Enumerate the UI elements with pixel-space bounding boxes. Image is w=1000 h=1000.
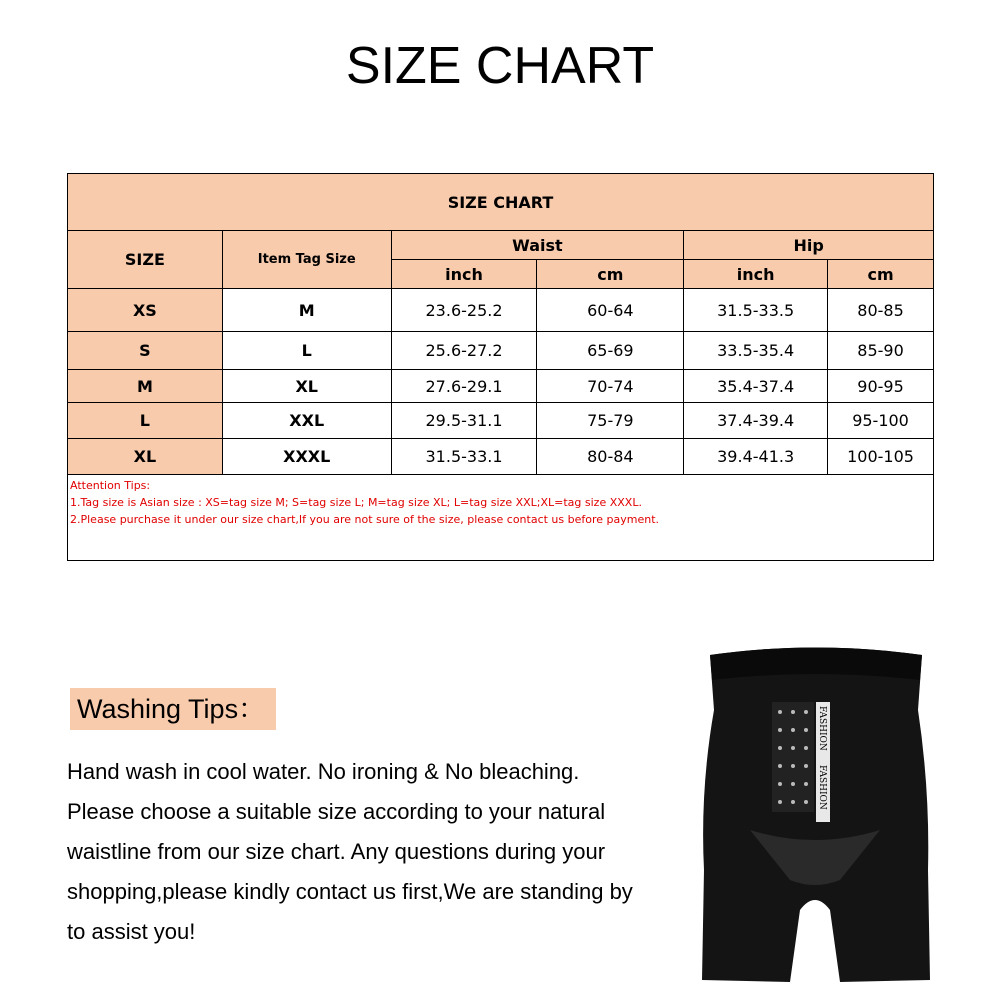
- table-row: [68, 403, 934, 439]
- cell-hip-cm: 100-105: [828, 439, 934, 475]
- header-hip-cm: cm: [828, 260, 934, 289]
- table-caption: SIZE CHART: [68, 174, 934, 231]
- cell-waist-inch: 23.6-25.2: [391, 289, 537, 332]
- size-chart-table: [67, 173, 934, 561]
- cell-waist-cm: 75-79: [537, 403, 684, 439]
- header-hip: Hip: [684, 231, 934, 260]
- cell-size: S: [68, 332, 223, 370]
- table-row: [68, 439, 934, 475]
- cell-waist-cm: 80-84: [537, 439, 684, 475]
- cell-size: XL: [68, 439, 223, 475]
- cell-waist-inch: 29.5-31.1: [391, 403, 537, 439]
- cell-size: M: [68, 370, 223, 403]
- header-tag-size: Item Tag Size: [222, 231, 391, 289]
- cell-tag-size: XXXL: [222, 439, 391, 475]
- cell-size: L: [68, 403, 223, 439]
- header-waist: Waist: [391, 231, 684, 260]
- cell-hip-cm: 95-100: [828, 403, 934, 439]
- cell-waist-cm: 65-69: [537, 332, 684, 370]
- cell-hip-cm: 80-85: [828, 289, 934, 332]
- washing-tips-text: Hand wash in cool water. No ironing & No bleaching. Please choose a suitable size according to your natural waistline from our size chart. Any questions during your shopping,please kindly contact us first,We are standing by to assist you!: [67, 759, 633, 944]
- cell-hip-inch: 37.4-39.4: [684, 403, 828, 439]
- cell-waist-cm: 60-64: [537, 289, 684, 332]
- cell-hip-inch: 33.5-35.4: [684, 332, 828, 370]
- cell-size: XS: [68, 289, 223, 332]
- tip-1: 1.Tag size is Asian size : XS=tag size M; S=tag size L; M=tag size XL; L=tag size XXL;XL=tag size XXXL.: [70, 496, 642, 509]
- cell-waist-inch: 25.6-27.2: [391, 332, 537, 370]
- tip-2: 2.Please purchase it under our size chart,If you are not sure of the size, please contact us before payment.: [70, 513, 660, 526]
- cell-hip-inch: 35.4-37.4: [684, 370, 828, 403]
- cell-waist-inch: 27.6-29.1: [391, 370, 537, 403]
- header-hip-inch: inch: [684, 260, 828, 289]
- cell-hip-inch: 39.4-41.3: [684, 439, 828, 475]
- cell-tag-size: XXL: [222, 403, 391, 439]
- cell-waist-inch: 31.5-33.1: [391, 439, 537, 475]
- cell-hip-cm: 90-95: [828, 370, 934, 403]
- tips-title: Attention Tips:: [70, 479, 151, 492]
- cell-waist-cm: 70-74: [537, 370, 684, 403]
- washing-tips-heading: Washing Tips：: [70, 688, 276, 730]
- fashion-label-2: FASHION: [817, 765, 827, 810]
- cell-hip-cm: 85-90: [828, 332, 934, 370]
- header-size: SIZE: [68, 231, 223, 289]
- cell-tag-size: XL: [222, 370, 391, 403]
- cell-tag-size: M: [222, 289, 391, 332]
- table-row: [68, 289, 934, 332]
- header-waist-cm: cm: [537, 260, 684, 289]
- cell-tag-size: L: [222, 332, 391, 370]
- table-row: [68, 332, 934, 370]
- page-title: SIZE CHART: [345, 37, 655, 95]
- cell-hip-inch: 31.5-33.5: [684, 289, 828, 332]
- table-row: [68, 370, 934, 403]
- fashion-label: FASHION: [817, 706, 827, 751]
- header-waist-inch: inch: [391, 260, 537, 289]
- attention-tips: [68, 475, 934, 561]
- shapewear-product-image: [690, 640, 940, 990]
